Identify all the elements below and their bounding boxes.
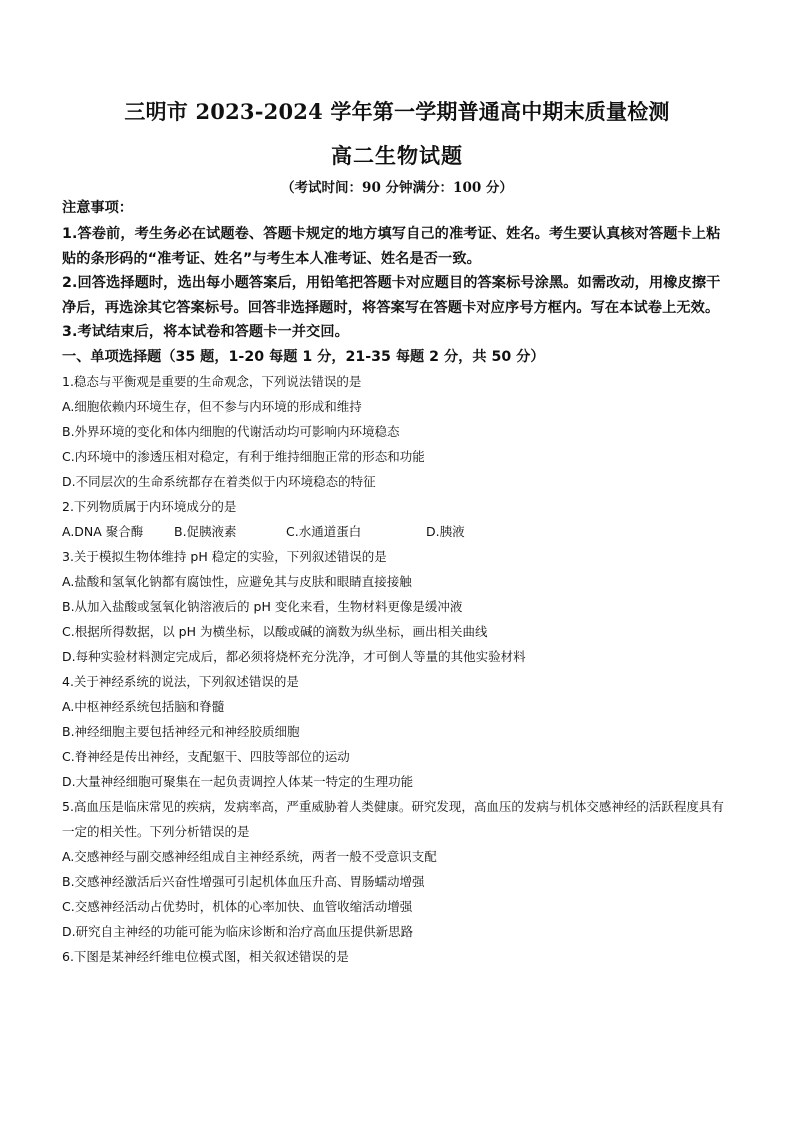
exam-content (62, 198, 732, 969)
question-4-option-a: A.中枢神经系统包括脑和脊髓 (62, 698, 225, 714)
question-3-option-b: B.从加入盐酸或氢氧化钠溶液后的 pH 变化来看，生物材料更像是缓冲液 (62, 598, 463, 614)
question-1-option-a: A.细胞依赖内环境生存，但不参与内环境的形成和维持 (62, 398, 362, 414)
question-5-option-a: A.交感神经与副交感神经组成自主神经系统，两者一般不受意识支配 (62, 848, 437, 864)
question-2-stem: 2.下列物质属于内环境成分的是 (62, 498, 237, 514)
question-5-option-c: C.交感神经活动占优势时，机体的心率加快、血管收缩活动增强 (62, 898, 413, 914)
question-3-option-c: C.根据所得数据，以 pH 为横坐标，以酸或碱的滴数为纵坐标，画出相关曲线 (62, 623, 488, 639)
question-1-stem: 1.稳态与平衡观是重要的生命观念，下列说法错误的是 (62, 373, 362, 389)
notes-heading: 注意事项： (62, 200, 133, 216)
question-6-stem: 6.下图是某神经纤维电位模式图，相关叙述错误的是 (62, 948, 349, 964)
question-2-option-a: A.DNA 聚合酶 (62, 523, 144, 539)
question-2-option-c: C.水通道蛋白 (286, 523, 362, 539)
question-3-stem: 3.关于模拟生物体维持 pH 稳定的实验，下列叙述错误的是 (62, 548, 387, 564)
notes-item-3: 3.考试结束后，将本试卷和答题卡一并交回。 (62, 324, 349, 340)
question-2-option-b: B.促胰液素 (174, 523, 237, 539)
question-1-option-c: C.内环境中的渗透压相对稳定，有利于维持细胞正常的形态和功能 (62, 448, 425, 464)
question-3-option-a: A.盐酸和氢氧化钠都有腐蚀性，应避免其与皮肤和眼睛直接接触 (62, 573, 412, 589)
question-5-stem: 5.高血压是临床常见的疾病，发病率高，严重威胁着人类健康。研究发现，高血压的发病与机体交感神经的活跃程度具有一定的相关性。下列分析错误的是 (62, 798, 724, 839)
exam-title: 三明市 2023-2024 学年第一学期普通高中期末质量检测 (124, 99, 670, 124)
notes-item-1: 1.答卷前，考生务必在试题卷、答题卡规定的地方填写自己的准考证、姓名。考生要认真核对答题卡上粘贴的条形码的“准考证、姓名”与考生本人准考证、姓名是否一致。 (62, 226, 721, 267)
question-2-option-d: D.胰液 (426, 523, 465, 539)
question-1-option-b: B.外界环境的变化和体内细胞的代谢活动均可影响内环境稳态 (62, 423, 400, 439)
question-4-option-d: D.大量神经细胞可聚集在一起负责调控人体某一特定的生理功能 (62, 773, 414, 789)
question-4-option-c: C.脊神经是传出神经，支配躯干、四肢等部位的运动 (62, 748, 350, 764)
question-2-options (62, 519, 732, 544)
question-4-stem: 4.关于神经系统的说法，下列叙述错误的是 (62, 673, 299, 689)
question-4-option-b: B.神经细胞主要包括神经元和神经胶质细胞 (62, 723, 300, 739)
question-3-option-d: D.每种实验材料测定完成后，都必须将烧杯充分洗净，才可倒人等量的其他实验材料 (62, 648, 526, 664)
exam-subtitle: 高二生物试题 (331, 143, 463, 168)
question-1-option-d: D.不同层次的生命系统都存在着类似于内环境稳态的特征 (62, 473, 376, 489)
section-heading: 一、单项选择题（35 题，1-20 每题 1 分，21-35 每题 2 分，共 50 分） (62, 348, 545, 365)
notes-item-2: 2.回答选择题时，选出每小题答案后，用铅笔把答题卡对应题目的答案标号涂黑。如需改动，用橡皮擦干净后，再选涂其它答案标号。回答非选择题时，将答案写在答题卡对应序号方框内。写在本试卷上无效。 (62, 275, 721, 316)
question-5-option-b: B.交感神经激活后兴奋性增强可引起机体血压升高、胃肠蠕动增强 (62, 873, 425, 889)
question-5-option-d: D.研究自主神经的功能可能为临床诊断和治疗高血压提供新思路 (62, 923, 414, 939)
exam-time-info: （考试时间：90 分钟满分：100 分） (281, 180, 513, 196)
